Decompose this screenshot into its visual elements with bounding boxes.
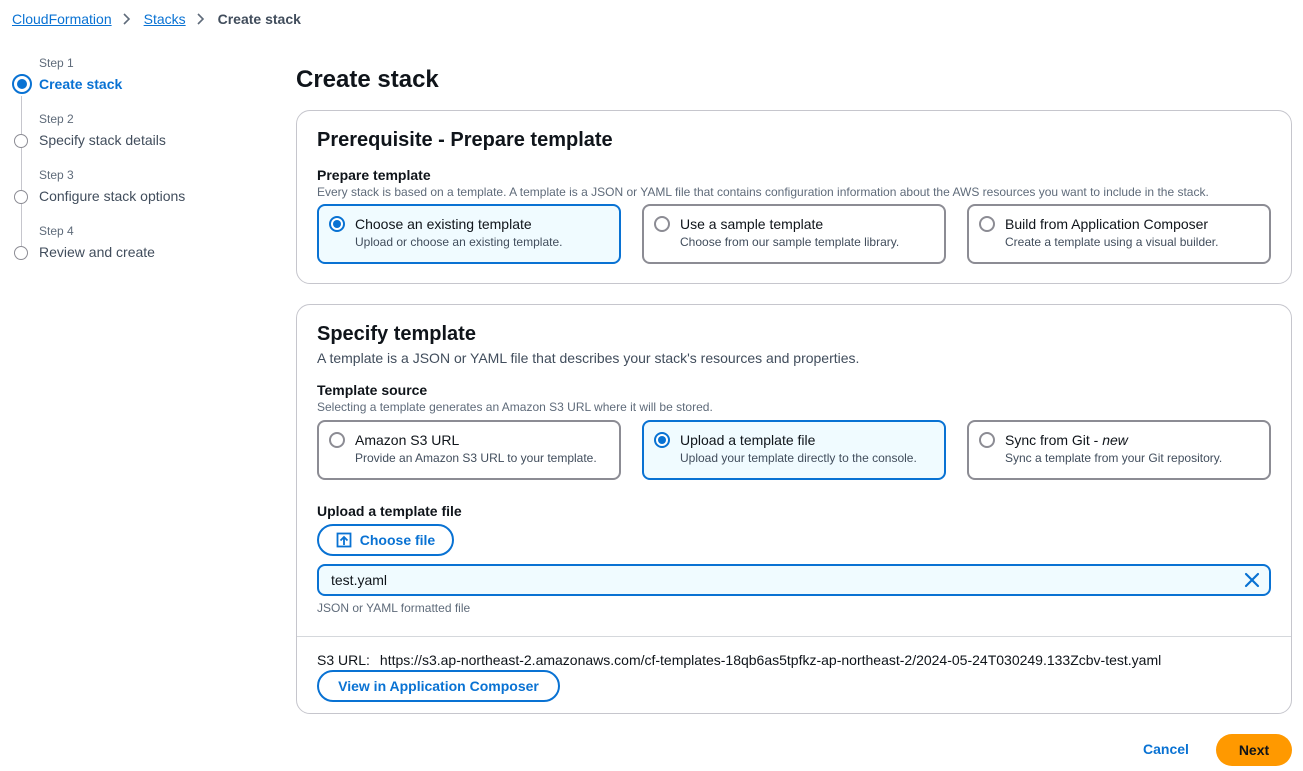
wizard-steps	[12, 56, 272, 280]
step-title: Create stack	[39, 76, 123, 92]
wizard-step-1[interactable]	[12, 56, 272, 112]
divider	[297, 636, 1291, 637]
specify-template-intro: A template is a JSON or YAML file that describes your stack's resources and properties.	[317, 350, 860, 366]
chevron-right-icon	[116, 10, 140, 28]
radio-selected-icon[interactable]	[654, 432, 670, 448]
close-icon[interactable]	[1243, 571, 1261, 589]
new-badge: new	[1102, 432, 1128, 448]
s3-url-value: https://s3.ap-northeast-2.amazonaws.com/cf-templates-18qb6as5tpfkz-ap-northeast-2/2024-05-24T030249.133Zcbv-test.yaml	[379, 652, 1162, 668]
step-indicator-icon	[14, 190, 28, 204]
page-title: Create stack	[296, 66, 439, 93]
option-choose-existing-template[interactable]	[317, 204, 621, 264]
upload-template-file-label: Upload a template file	[317, 503, 462, 519]
template-source-description: Selecting a template generates an Amazon S3 URL where it will be stored.	[317, 400, 713, 414]
option-amazon-s3-url[interactable]	[317, 420, 621, 480]
prepare-template-description: Every stack is based on a template. A template is a JSON or YAML file that contains configuration information about the AWS resources you want to include in the stack.	[317, 185, 1209, 199]
specify-template-heading: Specify template	[317, 323, 476, 345]
radio-icon[interactable]	[329, 432, 345, 448]
option-title: Use a sample template	[680, 216, 824, 232]
radio-selected-icon[interactable]	[329, 216, 345, 232]
step-indicator-icon	[14, 134, 28, 148]
prepare-template-options	[317, 204, 1271, 264]
option-title: Build from Application Composer	[1005, 216, 1209, 232]
option-description: Sync a template from your Git repository.	[1005, 451, 1223, 465]
selected-file-field	[317, 564, 1271, 596]
breadcrumb-stacks-link[interactable]: Stacks	[143, 11, 186, 27]
choose-file-label: Choose file	[359, 532, 436, 548]
upload-icon	[336, 532, 352, 548]
view-in-application-composer-button[interactable]: View in Application Composer	[317, 670, 560, 702]
step-number: Step 2	[39, 112, 74, 126]
radio-icon[interactable]	[979, 432, 995, 448]
wizard-step-3	[12, 168, 272, 224]
option-use-sample-template[interactable]	[642, 204, 946, 264]
wizard-step-2	[12, 112, 272, 168]
breadcrumb-current: Create stack	[217, 11, 301, 27]
step-number: Step 3	[39, 168, 74, 182]
s3-url-row	[317, 651, 1161, 669]
option-title	[1005, 431, 1128, 449]
option-description: Upload your template directly to the console.	[680, 451, 917, 465]
option-description: Provide an Amazon S3 URL to your template.	[355, 451, 597, 465]
step-title: Review and create	[39, 244, 155, 260]
breadcrumb-cloudformation-link[interactable]: CloudFormation	[12, 11, 112, 27]
step-indicator-icon	[14, 246, 28, 260]
option-build-from-application-composer[interactable]	[967, 204, 1271, 264]
file-format-hint: JSON or YAML formatted file	[317, 601, 471, 615]
selected-file-name: test.yaml	[331, 572, 388, 588]
radio-icon[interactable]	[654, 216, 670, 232]
step-title: Specify stack details	[39, 132, 166, 148]
radio-icon[interactable]	[979, 216, 995, 232]
option-title: Upload a template file	[680, 432, 816, 448]
option-title: Choose an existing template	[355, 216, 532, 232]
wizard-step-4	[12, 224, 272, 280]
step-active-indicator-icon	[12, 74, 32, 94]
step-number: Step 1	[39, 56, 74, 70]
step-number: Step 4	[39, 224, 74, 238]
option-title: Amazon S3 URL	[355, 432, 460, 448]
option-upload-template-file[interactable]	[642, 420, 946, 480]
option-description: Upload or choose an existing template.	[355, 235, 563, 249]
prerequisite-heading: Prerequisite - Prepare template	[317, 129, 613, 151]
s3-url-label: S3 URL:	[317, 652, 370, 668]
option-description: Choose from our sample template library.	[680, 235, 900, 249]
template-source-options	[317, 420, 1271, 480]
chevron-right-icon	[190, 10, 214, 28]
option-title-text: Sync from Git -	[1005, 432, 1103, 448]
breadcrumb	[12, 10, 301, 28]
step-title: Configure stack options	[39, 188, 186, 204]
prerequisite-container	[296, 110, 1292, 284]
prepare-template-label: Prepare template	[317, 167, 431, 183]
option-description: Create a template using a visual builder.	[1005, 235, 1219, 249]
template-source-label: Template source	[317, 382, 428, 398]
specify-template-container	[296, 304, 1292, 714]
cancel-button[interactable]: Cancel	[1143, 741, 1189, 757]
next-button[interactable]: Next	[1216, 734, 1292, 766]
option-sync-from-git[interactable]	[967, 420, 1271, 480]
choose-file-button[interactable]	[317, 524, 454, 556]
